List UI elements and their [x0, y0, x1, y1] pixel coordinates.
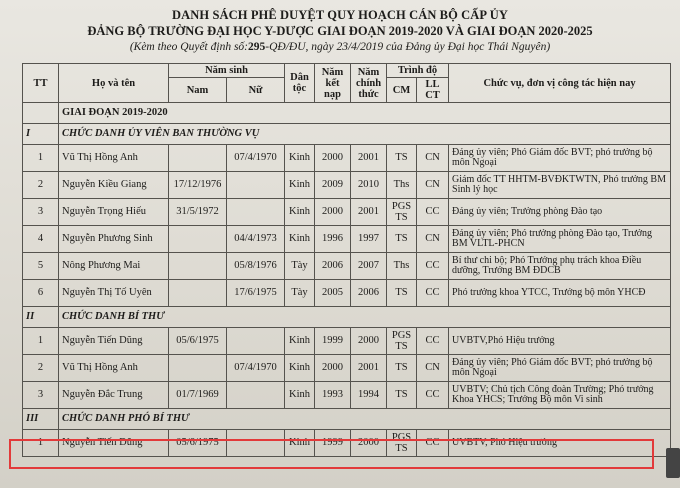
row-position: UVBTV; Chủ tịch Công đoàn Trường; Phó trưởng Khoa YHCS; Trưởng Bộ môn Vi sinh: [449, 382, 671, 409]
row-birth-female: 07/4/1970: [227, 145, 285, 172]
period-tt-cell: [23, 103, 59, 124]
section-header-row: [23, 307, 671, 328]
col-tt: TT: [23, 64, 59, 103]
row-official-year: 2001: [351, 145, 387, 172]
row-official-year: 2001: [351, 355, 387, 382]
row-ethnicity: Tày: [285, 280, 315, 307]
col-name: Họ và tên: [59, 64, 169, 103]
col-llct: LL CT: [417, 78, 449, 103]
row-birth-male: [169, 355, 227, 382]
col-qualification: Trình độ: [387, 64, 449, 78]
document-subtitle: ĐẢNG BỘ TRƯỜNG ĐẠI HỌC Y-DƯỢC GIAI ĐOẠN 2019-2020 VÀ GIAI ĐOẠN 2020-2025: [87, 24, 593, 38]
table-row: [23, 430, 671, 457]
row-admission-year: 1999: [315, 430, 351, 457]
document-title: DANH SÁCH PHÊ DUYỆT QUY HOẠCH CÁN BỘ CẤP ỦY: [172, 8, 508, 22]
row-official-year: 2001: [351, 199, 387, 226]
table-row: [23, 172, 671, 199]
row-name: Nguyễn Thị Tố Uyên: [59, 280, 169, 307]
row-birth-female: [227, 328, 285, 355]
row-position: Đảng ủy viên; Phó Giám đốc BVT; phó trưởng bộ môn Ngoại: [449, 145, 671, 172]
table-row: [23, 355, 671, 382]
row-birth-male: [169, 280, 227, 307]
row-birth-male: [169, 253, 227, 280]
row-cm: PGS TS: [387, 328, 417, 355]
row-position: Giám đốc TT HHTM-BVĐKTWTN, Phó trưởng BM Sinh lý học: [449, 172, 671, 199]
row-name: Vũ Thị Hồng Anh: [59, 145, 169, 172]
row-llct: CC: [417, 382, 449, 409]
row-tt: 6: [23, 280, 59, 307]
row-tt: 1: [23, 430, 59, 457]
finger-shadow: [666, 448, 680, 478]
section-roman: II: [23, 307, 59, 328]
row-admission-year: 1999: [315, 328, 351, 355]
row-birth-male: 17/12/1976: [169, 172, 227, 199]
section-header-row: [23, 124, 671, 145]
col-admission-year: Năm kết nạp: [315, 64, 351, 103]
period-label: GIAI ĐOẠN 2019-2020: [59, 103, 671, 124]
row-birth-female: 07/4/1970: [227, 355, 285, 382]
row-llct: CC: [417, 328, 449, 355]
row-ethnicity: Kinh: [285, 355, 315, 382]
row-cm: TS: [387, 355, 417, 382]
row-ethnicity: Kinh: [285, 328, 315, 355]
col-ethnicity: Dân tộc: [285, 64, 315, 103]
row-tt: 2: [23, 355, 59, 382]
row-official-year: 2000: [351, 328, 387, 355]
row-position: Đảng ủy viên; Phó trưởng phòng Đào tạo, Trưởng BM VLTL-PHCN: [449, 226, 671, 253]
row-name: Vũ Thị Hồng Anh: [59, 355, 169, 382]
row-llct: CC: [417, 199, 449, 226]
row-tt: 4: [23, 226, 59, 253]
row-tt: 3: [23, 382, 59, 409]
row-admission-year: 2000: [315, 355, 351, 382]
row-birth-male: 05/6/1975: [169, 430, 227, 457]
table-row: [23, 226, 671, 253]
table-row: [23, 253, 671, 280]
row-name: Nguyễn Đắc Trung: [59, 382, 169, 409]
row-name: Nguyễn Tiến Dũng: [59, 430, 169, 457]
row-position: Đảng ủy viên; Phó Giám đốc BVT; phó trưởng bộ môn Ngoại: [449, 355, 671, 382]
row-admission-year: 1993: [315, 382, 351, 409]
row-ethnicity: Kinh: [285, 172, 315, 199]
row-official-year: 2007: [351, 253, 387, 280]
row-cm: TS: [387, 280, 417, 307]
row-official-year: 2000: [351, 430, 387, 457]
row-name: Nguyễn Phương Sinh: [59, 226, 169, 253]
row-cm: Ths: [387, 253, 417, 280]
row-tt: 5: [23, 253, 59, 280]
table-row: [23, 280, 671, 307]
row-admission-year: 2006: [315, 253, 351, 280]
decision-note-suffix: -QĐ/ĐU, ngày 23/4/2019 của Đảng ủy Đại học Thái Nguyên): [265, 41, 551, 53]
row-admission-year: 1996: [315, 226, 351, 253]
row-birth-female: [227, 382, 285, 409]
row-position: Bí thư chi bộ; Phó Trưởng phụ trách khoa Điều dưỡng, Trưởng BM ĐDCB: [449, 253, 671, 280]
row-birth-male: 05/6/1975: [169, 328, 227, 355]
row-birth-male: [169, 145, 227, 172]
row-ethnicity: Kinh: [285, 430, 315, 457]
section-roman: III: [23, 409, 59, 430]
row-cm: TS: [387, 145, 417, 172]
col-birth-year: Năm sinh: [169, 64, 285, 78]
table-row: [23, 328, 671, 355]
col-cm: CM: [387, 78, 417, 103]
row-birth-female: [227, 199, 285, 226]
section-title: CHỨC DANH PHÓ BÍ THƯ: [59, 409, 671, 430]
row-ethnicity: Tày: [285, 253, 315, 280]
row-birth-female: 05/8/1976: [227, 253, 285, 280]
row-position: Đảng ủy viên; Trưởng phòng Đào tạo: [449, 199, 671, 226]
row-birth-female: 04/4/1973: [227, 226, 285, 253]
row-cm: TS: [387, 226, 417, 253]
section-header-row: [23, 409, 671, 430]
row-llct: CC: [417, 430, 449, 457]
row-position: UVBTV,Phó Hiệu trưởng: [449, 328, 671, 355]
row-ethnicity: Kinh: [285, 382, 315, 409]
row-name: Nguyễn Kiều Giang: [59, 172, 169, 199]
decision-number: 295: [248, 41, 266, 53]
col-female: Nữ: [227, 78, 285, 103]
col-official-year: Năm chính thức: [351, 64, 387, 103]
decision-note: [0, 41, 680, 53]
row-birth-male: 01/7/1969: [169, 382, 227, 409]
row-official-year: 1994: [351, 382, 387, 409]
row-birth-male: [169, 226, 227, 253]
row-llct: CC: [417, 253, 449, 280]
row-ethnicity: Kinh: [285, 145, 315, 172]
row-admission-year: 2005: [315, 280, 351, 307]
decision-note-prefix: (Kèm theo Quyết định số:: [129, 41, 248, 53]
row-birth-male: 31/5/1972: [169, 199, 227, 226]
row-tt: 1: [23, 328, 59, 355]
row-admission-year: 2000: [315, 145, 351, 172]
table-row: [23, 199, 671, 226]
row-tt: 3: [23, 199, 59, 226]
section-title: CHỨC DANH BÍ THƯ: [59, 307, 671, 328]
row-cm: Ths: [387, 172, 417, 199]
row-admission-year: 2000: [315, 199, 351, 226]
row-llct: CN: [417, 355, 449, 382]
row-official-year: 1997: [351, 226, 387, 253]
section-title: CHỨC DANH ỦY VIÊN BAN THƯỜNG VỤ: [59, 124, 671, 145]
table-body: [23, 103, 671, 457]
table-row: [23, 382, 671, 409]
row-name: Nguyễn Trọng Hiếu: [59, 199, 169, 226]
row-position: UVBTV, Phó Hiệu trưởng: [449, 430, 671, 457]
planning-table: [22, 63, 671, 457]
row-ethnicity: Kinh: [285, 199, 315, 226]
section-roman: I: [23, 124, 59, 145]
table-row: [23, 145, 671, 172]
row-cm: PGS TS: [387, 199, 417, 226]
row-llct: CN: [417, 172, 449, 199]
row-name: Nguyễn Tiến Dũng: [59, 328, 169, 355]
row-tt: 2: [23, 172, 59, 199]
row-llct: CN: [417, 226, 449, 253]
row-name: Nông Phương Mai: [59, 253, 169, 280]
row-birth-female: [227, 430, 285, 457]
row-ethnicity: Kinh: [285, 226, 315, 253]
row-birth-female: [227, 172, 285, 199]
row-cm: TS: [387, 382, 417, 409]
row-official-year: 2006: [351, 280, 387, 307]
row-llct: CC: [417, 280, 449, 307]
row-tt: 1: [23, 145, 59, 172]
col-male: Nam: [169, 78, 227, 103]
col-position: Chức vụ, đơn vị công tác hiện nay: [449, 64, 671, 103]
row-birth-female: 17/6/1975: [227, 280, 285, 307]
row-position: Phó trưởng khoa YTCC, Trưởng bộ môn YHCĐ: [449, 280, 671, 307]
row-llct: CN: [417, 145, 449, 172]
row-official-year: 2010: [351, 172, 387, 199]
row-admission-year: 2009: [315, 172, 351, 199]
row-cm: PGS TS: [387, 430, 417, 457]
